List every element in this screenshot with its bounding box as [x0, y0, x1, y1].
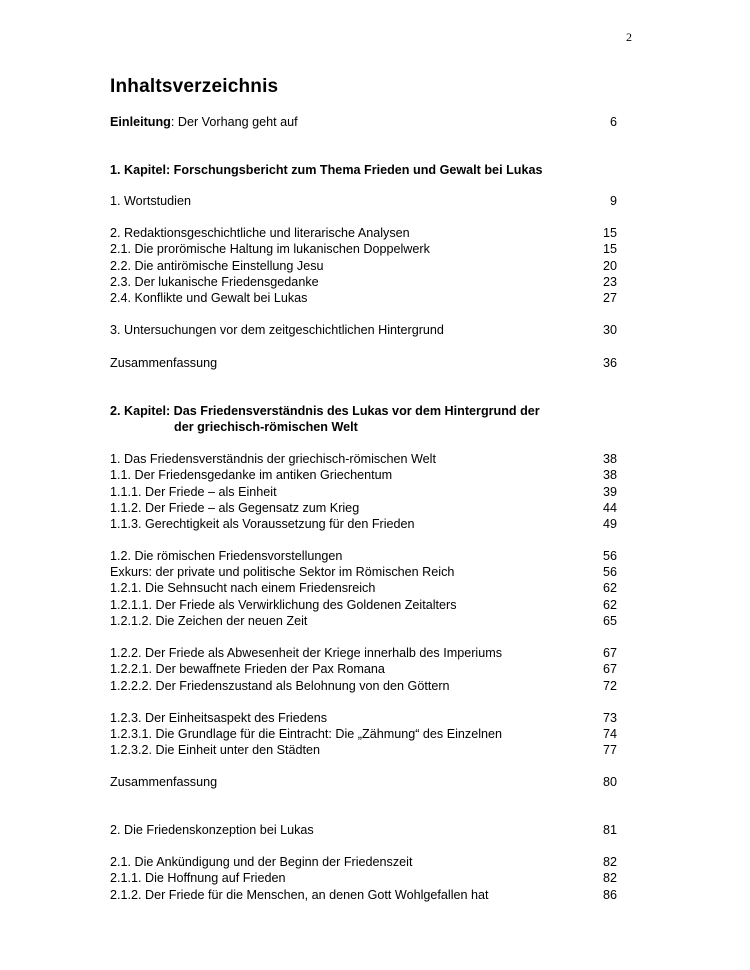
toc-entry-intro	[110, 114, 617, 130]
toc-entry-page: 38	[602, 468, 617, 482]
chapter2-heading-line2: der griechisch-römischen Welt	[174, 420, 358, 434]
toc-entry	[110, 742, 617, 758]
toc-entry-page: 56	[602, 549, 617, 563]
toc-entry-page: 44	[602, 501, 617, 515]
toc-entry	[110, 500, 617, 516]
toc-entry-page: 15	[602, 242, 617, 256]
toc-entry-label: 2.1.2. Der Friede für die Menschen, an denen Gott Wohlgefallen hat	[110, 888, 489, 902]
toc-entry-label: 2. Die Friedenskonzeption bei Lukas	[110, 823, 314, 837]
toc-entry-label: 1.2.2.1. Der bewaffnete Frieden der Pax Romana	[110, 662, 385, 676]
toc-entry	[110, 193, 617, 209]
toc-entry-label: 3. Untersuchungen vor dem zeitgeschichtlichen Hintergrund	[110, 323, 444, 337]
toc-entry-label: 1. Wortstudien	[110, 194, 191, 208]
toc-entry-page: 56	[602, 565, 617, 579]
toc-entry-label: 1.2.3.2. Die Einheit unter den Städten	[110, 743, 321, 757]
toc-entry	[110, 613, 617, 629]
toc-entry	[110, 645, 617, 661]
toc-entry-page: 81	[602, 823, 617, 837]
toc-entry	[110, 467, 617, 483]
toc-entry	[110, 274, 617, 290]
toc-entry	[110, 355, 617, 371]
toc-entry	[110, 661, 617, 677]
toc-entry	[110, 516, 617, 532]
toc-entry	[110, 451, 617, 467]
toc-entry-label: 2. Redaktionsgeschichtliche und literarische Analysen	[110, 226, 410, 240]
toc-entry-label: Zusammenfassung	[110, 775, 218, 789]
toc-entry-label	[110, 114, 298, 130]
toc-entry	[110, 887, 617, 903]
toc-entry	[110, 322, 617, 338]
toc-entry-page: 9	[609, 194, 617, 208]
toc-entry-label: 1. Das Friedensverständnis der griechisch-römischen Welt	[110, 452, 436, 466]
toc-entry-label: 1.2.2.2. Der Friedenszustand als Belohnung von den Göttern	[110, 679, 450, 693]
toc-entry	[110, 225, 617, 241]
toc-entry-page: 39	[602, 485, 617, 499]
toc-entry	[110, 484, 617, 500]
toc-entry	[110, 241, 617, 257]
toc-entry	[110, 290, 617, 306]
toc-entry-page: 82	[602, 855, 617, 869]
toc-entry-label: 1.2.1. Die Sehnsucht nach einem Friedensreich	[110, 581, 376, 595]
toc-entry	[110, 580, 617, 596]
toc-entry	[110, 258, 617, 274]
toc-entry-label: Exkurs: der private und politische Sektor im Römischen Reich	[110, 565, 455, 579]
toc-entry	[110, 548, 617, 564]
toc-entry-page: 72	[602, 679, 617, 693]
toc-entry	[110, 854, 617, 870]
toc-entry-label: 1.2.1.1. Der Friede als Verwirklichung des Goldenen Zeitalters	[110, 598, 457, 612]
toc-entry	[110, 822, 617, 838]
toc-entry-label: 2.4. Konflikte und Gewalt bei Lukas	[110, 291, 308, 305]
toc-entry-page: 62	[602, 581, 617, 595]
toc-entry-page: 23	[602, 275, 617, 289]
toc-entry-label: Zusammenfassung	[110, 356, 218, 370]
chapter2-heading-line1: 2. Kapitel: Das Friedensverständnis des Lukas vor dem Hintergrund der	[110, 404, 540, 418]
toc-entry-page: 38	[602, 452, 617, 466]
toc-entry-page: 27	[602, 291, 617, 305]
intro-label-rest: : Der Vorhang geht auf	[170, 115, 298, 129]
page-title: Inhaltsverzeichnis	[110, 76, 279, 97]
toc-entry-label: 2.1. Die prorömische Haltung im lukanischen Doppelwerk	[110, 242, 430, 256]
toc-entry	[110, 870, 617, 886]
toc-entry-page: 74	[602, 727, 617, 741]
toc-entry-page: 65	[602, 614, 617, 628]
toc-entry-page: 36	[602, 356, 617, 370]
toc-entry-page: 67	[602, 662, 617, 676]
toc-entry	[110, 678, 617, 694]
toc-entry	[110, 726, 617, 742]
page-number: 2	[626, 30, 632, 44]
intro-bold-label: Einleitung	[110, 115, 171, 129]
toc-entry-label: 2.3. Der lukanische Friedensgedanke	[110, 275, 319, 289]
toc-entry	[110, 774, 617, 790]
toc-entry-page: 80	[602, 775, 617, 789]
toc-entry-page: 30	[602, 323, 617, 337]
toc-entry-label: 2.1.1. Die Hoffnung auf Frieden	[110, 871, 286, 885]
toc-entry	[110, 710, 617, 726]
toc-entry-page: 77	[602, 743, 617, 757]
toc-entry	[110, 564, 617, 580]
toc-entry-page: 82	[602, 871, 617, 885]
toc-entry-label: 1.2.3. Der Einheitsaspekt des Friedens	[110, 711, 328, 725]
toc-entry-page: 86	[602, 888, 617, 902]
toc-entry-label: 1.2. Die römischen Friedensvorstellungen	[110, 549, 343, 563]
toc-entry-label: 1.1.2. Der Friede – als Gegensatz zum Krieg	[110, 501, 360, 515]
toc-entry-page: 73	[602, 711, 617, 725]
toc-entry-page: 67	[602, 646, 617, 660]
toc-entry-page: 62	[602, 598, 617, 612]
chapter1-heading: 1. Kapitel: Forschungsbericht zum Thema Frieden und Gewalt bei Lukas	[110, 163, 543, 177]
toc-entry-label: 1.1. Der Friedensgedanke im antiken Griechentum	[110, 468, 393, 482]
toc-entry-label: 1.1.3. Gerechtigkeit als Voraussetzung für den Frieden	[110, 517, 415, 531]
toc-entry-label: 2.2. Die antirömische Einstellung Jesu	[110, 259, 324, 273]
toc-entry-page: 49	[602, 517, 617, 531]
toc-entry-label: 2.1. Die Ankündigung und der Beginn der Friedenszeit	[110, 855, 413, 869]
toc-entry-page: 20	[602, 259, 617, 273]
toc-entry-page: 6	[609, 115, 617, 129]
toc-entry-label: 1.2.1.2. Die Zeichen der neuen Zeit	[110, 614, 308, 628]
toc-entry-label: 1.2.3.1. Die Grundlage für die Eintracht: Die „Zähmung“ des Einzelnen	[110, 727, 503, 741]
toc-entry-page: 15	[602, 226, 617, 240]
toc-entry	[110, 597, 617, 613]
toc-entry-label: 1.1.1. Der Friede – als Einheit	[110, 485, 277, 499]
toc-entry-label: 1.2.2. Der Friede als Abwesenheit der Kriege innerhalb des Imperiums	[110, 646, 503, 660]
